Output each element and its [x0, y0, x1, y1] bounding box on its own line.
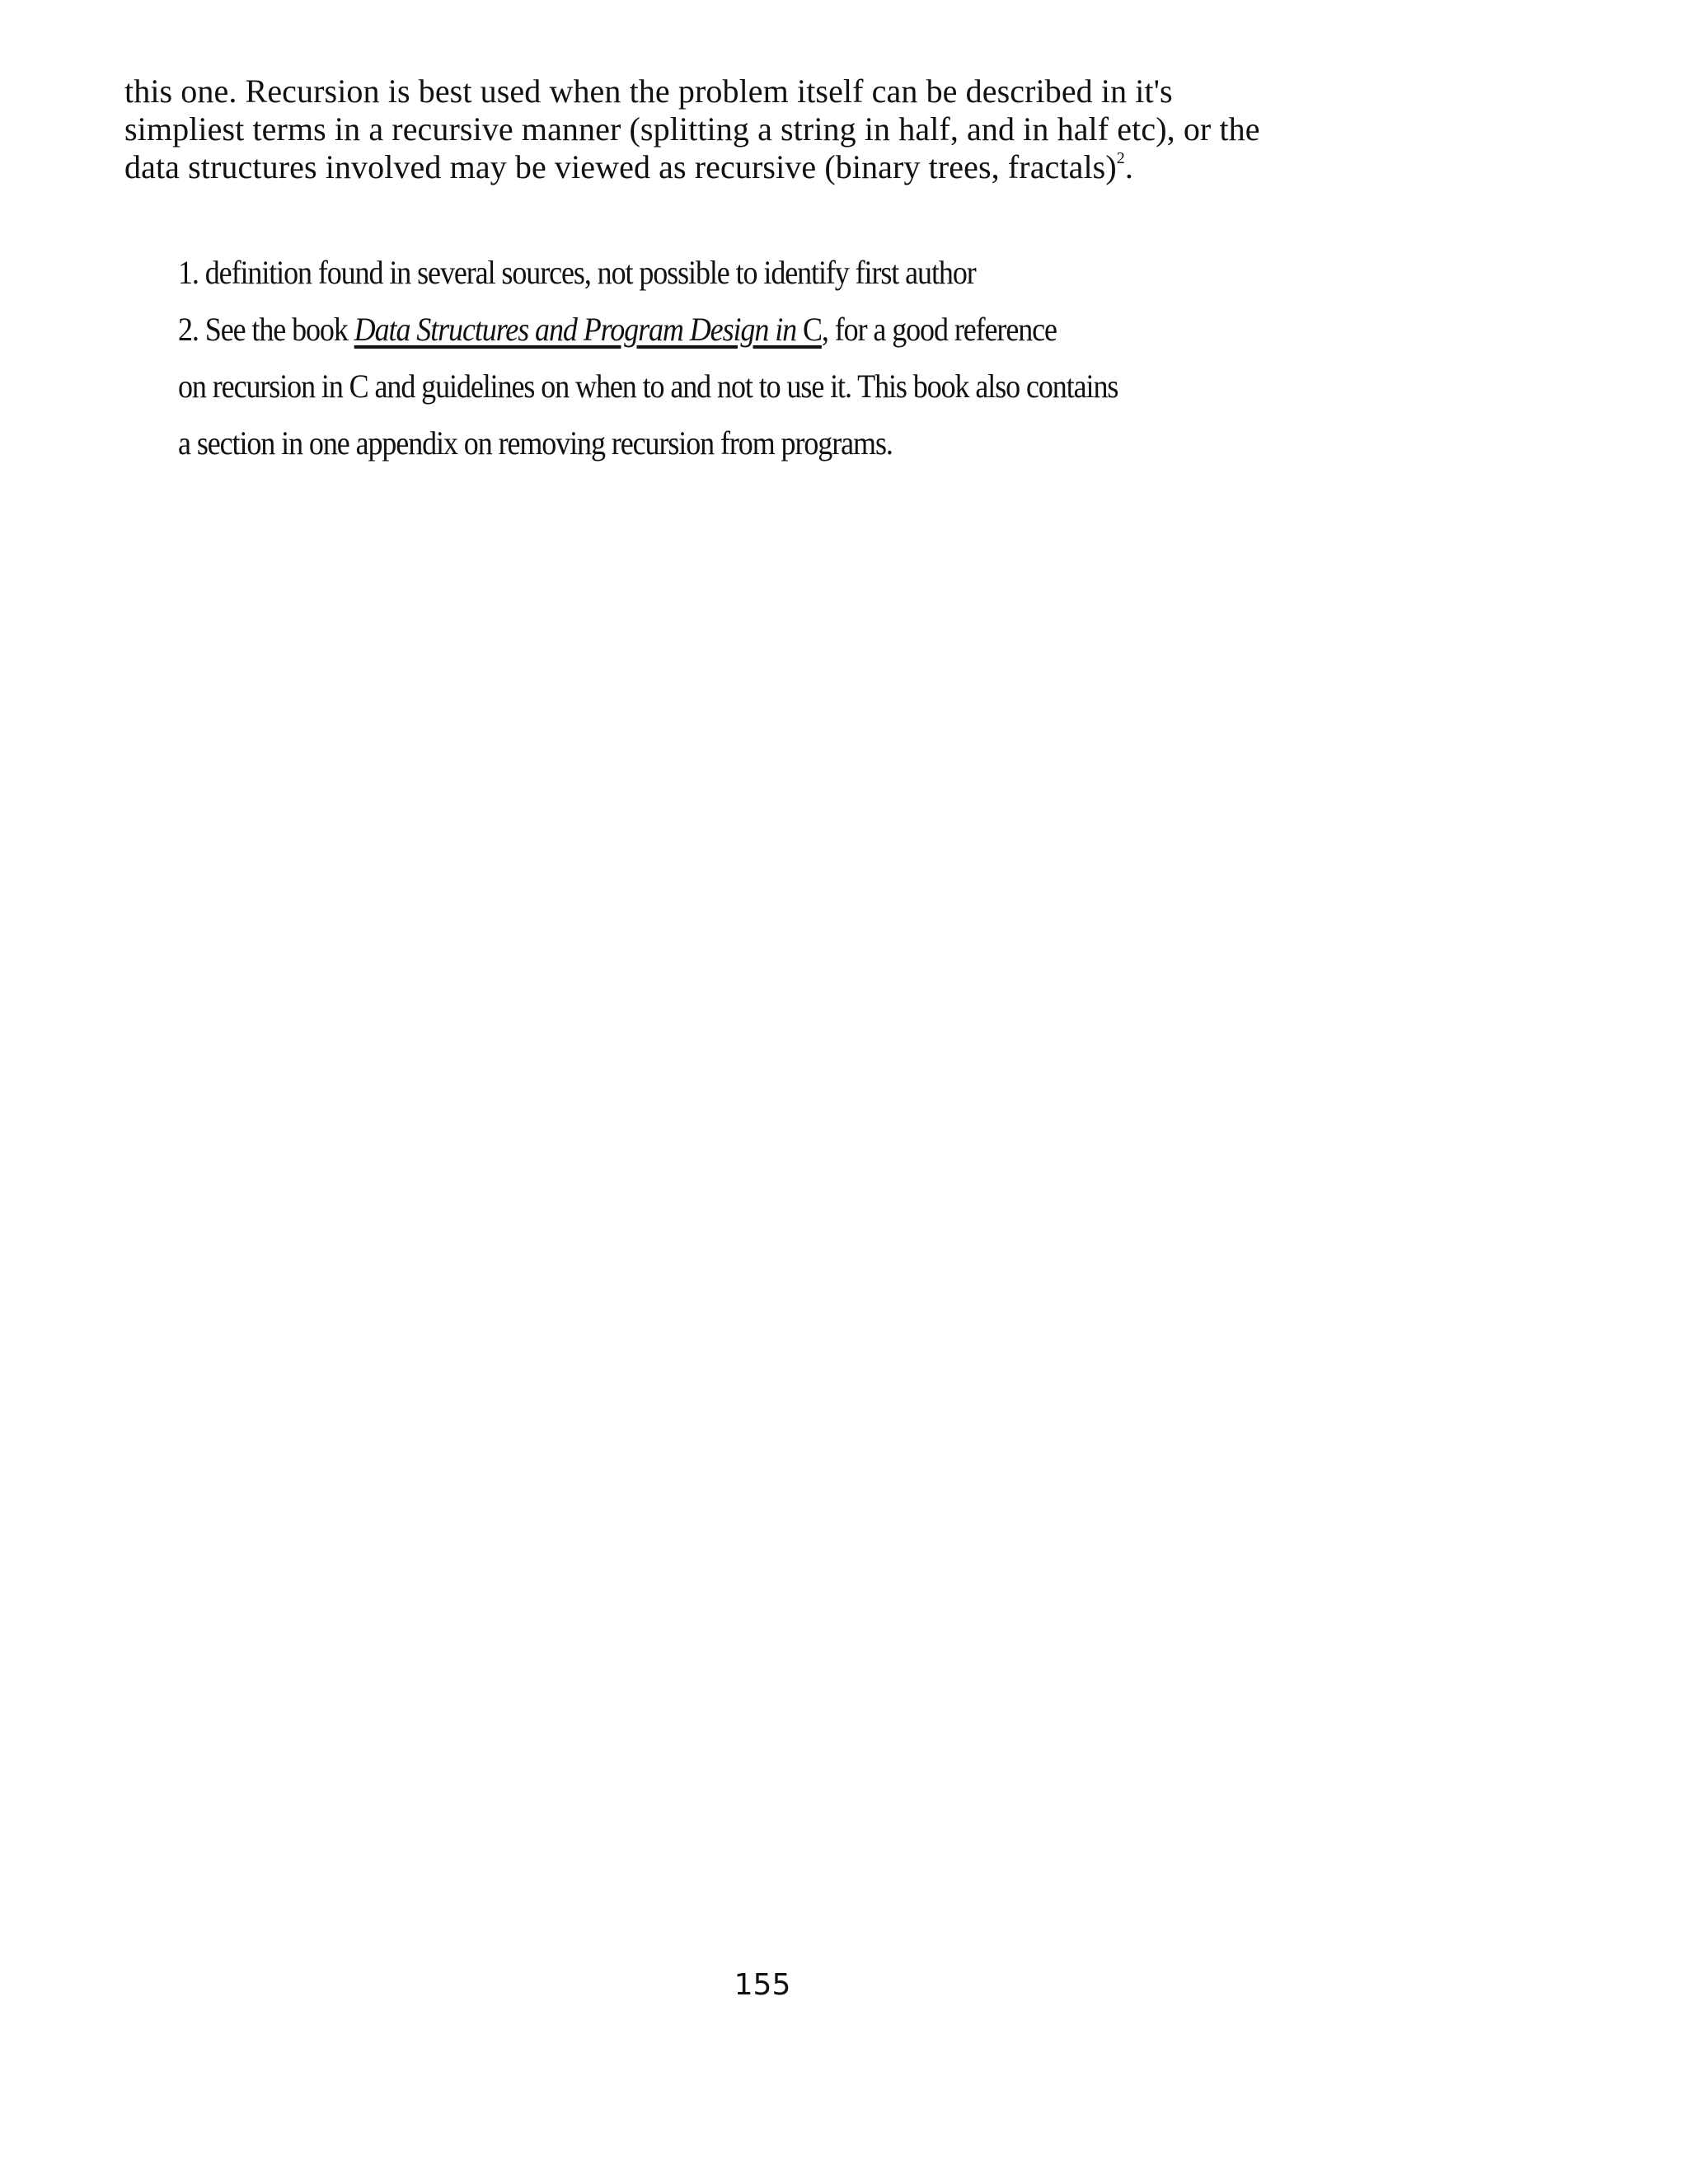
- body-line-3-text: data structures involved may be viewed as recursive (binary trees, fractals): [124, 148, 1117, 185]
- body-line-2: simpliest terms in a recursive manner (splitting a string in half, and in half etc), or the: [124, 110, 1260, 148]
- footnotes-section: [178, 244, 1291, 471]
- book-title-link[interactable]: Data Structures and Program Design in: [354, 311, 803, 348]
- footnote-1: 1. definition found in several sources, not possible to identify first author: [178, 254, 976, 291]
- footnote-2-suffix: , for a good reference: [821, 311, 1057, 348]
- footnote-2-prefix: 2. See the book: [178, 311, 354, 348]
- footnote-reference[interactable]: 2: [1116, 149, 1125, 167]
- book-title-c[interactable]: C: [802, 311, 822, 348]
- body-line-3: [124, 148, 1443, 186]
- body-line-1: this one. Recursion is best used when the problem itself can be described in it's: [124, 73, 1173, 110]
- footnote-2-line-1: [178, 301, 1291, 358]
- body-paragraph: [124, 73, 1443, 186]
- footnote-2-line-3: a section in one appendix on removing recursion from programs.: [178, 424, 893, 462]
- page-number: 155: [734, 1968, 791, 2002]
- footnote-2-line-2: on recursion in C and guidelines on when to and not to use it. This book also contains: [178, 368, 1118, 405]
- body-line-3-end: .: [1124, 148, 1133, 185]
